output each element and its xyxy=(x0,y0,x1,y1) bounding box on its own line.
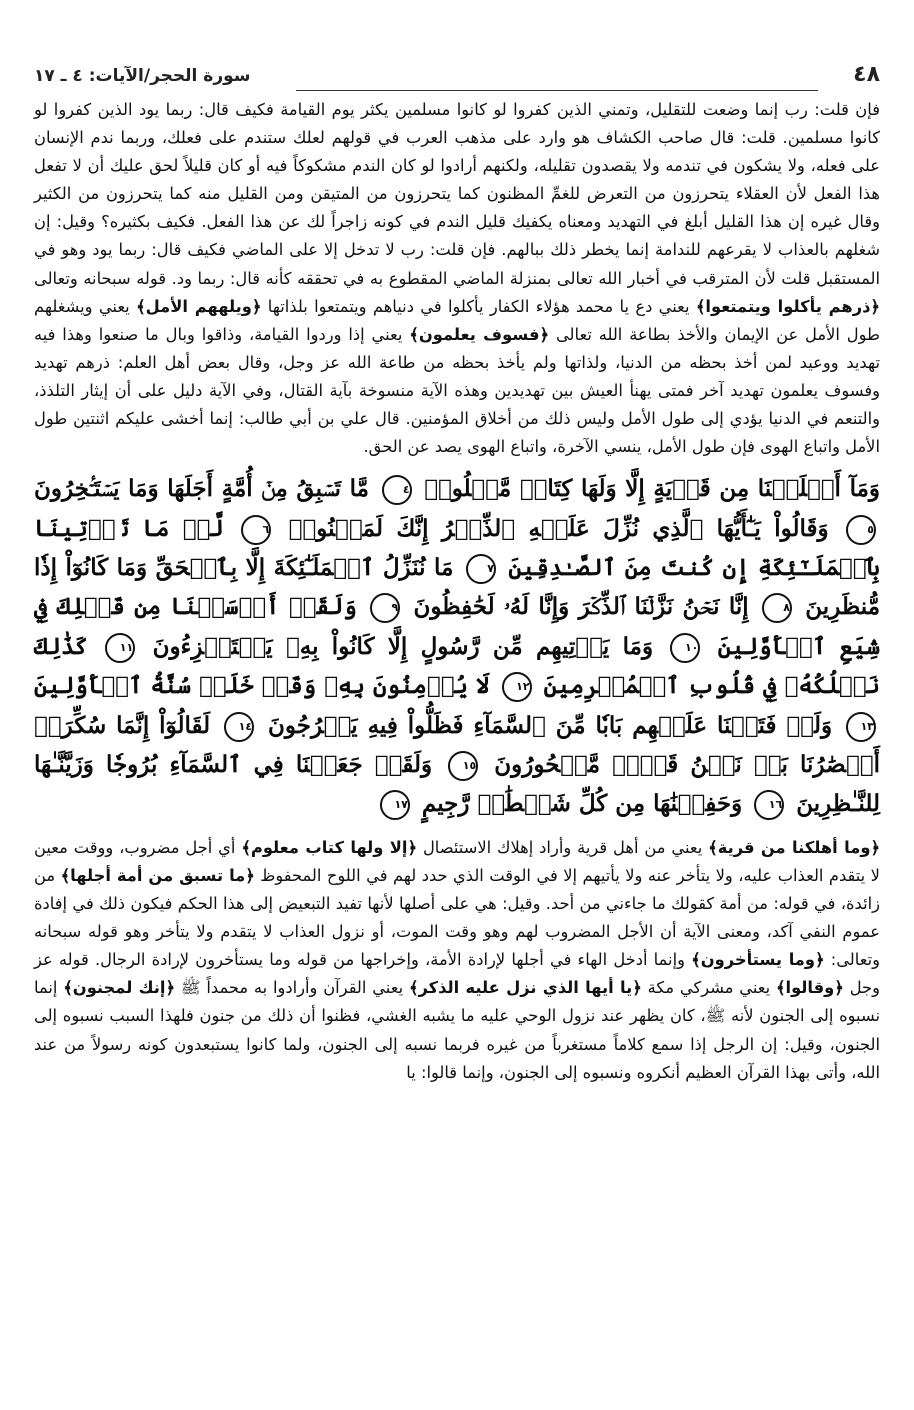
ayah-number-marker: ٤ xyxy=(382,475,412,505)
quoted-verse: ﴿وما يستأخرون﴾ xyxy=(691,950,825,970)
tafsir-text: يعني إذا وردوا القيامة، وذاقوا وبال ما صنعوا وهذا فيه تهديد ووعيد لمن أخذ بحظه من الدنيا، ولذاتها ولم يأخذ بحظه من طاعة الله عز وجل، وقال بعض أهل العلم: ذرهم تهديد وفسوف يعلمون تهديد آخر فمتى يهنأ العيش بين تهديدين وهذه الآية منسوخة بآية القتال، وفي الآية دليل على أن إيثار التلذذ، والتنعم في الدنيا يؤدي إلى طول الأمل وليس ذلك من أخلاق المؤمنين. قال علي بن أبي طالب: إنما أخشى عليكم اثنتين طول الأمل واتباع الهوى فإن طول الأمل، ينسي الآخرة، واتباع الهوى يصد عن الحق. xyxy=(34,324,880,457)
tafsir-text: يعني القرآن وأرادوا به محمداً ﷺ xyxy=(180,978,404,998)
ayah-number-marker: ١٥ xyxy=(448,751,478,781)
quoted-verse: ﴿إنك لمجنون﴾ xyxy=(63,978,176,998)
ayah-number-marker: ١٦ xyxy=(754,790,784,820)
ayah-number-marker: ١٢ xyxy=(502,672,532,702)
ayah-text: وَمَا يَأۡتِيهِم مِّن رَّسُولٍ إِلَّا كَانُواْ بِهِۦ يَسۡتَهۡزِءُونَ xyxy=(152,632,654,660)
ayah-number-marker: ٨ xyxy=(762,593,792,623)
quoted-verse: ﴿وقالوا﴾ xyxy=(775,978,844,998)
tafsir-text: يعني من أهل قرية وأراد إهلاك الاستئصال xyxy=(422,837,703,857)
ayah-text: وَقَالُواْ يَـٰٓأَيُّهَا ٱلَّذِي نُزِّلَ عَلَيۡهِ ٱلذِّكۡرُ إِنَّكَ لَمَجۡنُونٞ xyxy=(288,514,829,542)
tafsir-text: وإنما أدخل الهاء في أجلها لإرادة الأمة، وإخراجها من قوله وما يستأخرون لإرادة الرجال. قوله عز وجل xyxy=(34,950,880,998)
ayah-number-marker: ١٧ xyxy=(380,790,410,820)
page-number: ٤٨ xyxy=(853,62,880,87)
ayah-number-marker: ١١ xyxy=(105,633,135,663)
ayah-text: مَا نُنَزِّلُ ٱلۡمَلَـٰٓئِكَةَ إِلَّا بِٱلۡحَقِّ وَمَا كَانُوٓاْ إِذٗا مُّنظَرِينَ xyxy=(34,554,881,621)
quoted-verse: ﴿فسوف يعلمون﴾ xyxy=(409,324,550,344)
ayah-text: إِنَّا نَحۡنُ نَزَّلۡنَا ٱلذِّكۡرَ وَإِنَّا لَهُۥ لَحَٰفِظُونَ xyxy=(413,593,749,621)
ayah-number-marker: ٧ xyxy=(466,554,496,584)
ayah-text: وَلَوۡ فَتَحۡنَا عَلَيۡهِم بَابٗا مِّنَ ٱلسَّمَآءِ فَظَلُّواْ فِيهِ يَعۡرُجُونَ xyxy=(267,711,833,739)
ayah-text: وَلَقَدۡ جَعَلۡنَا فِي ٱلسَّمَآءِ بُرُوجٗا وَزَيَّنَّـٰهَا لِلنَّـٰظِرِينَ xyxy=(34,751,880,818)
header-rule xyxy=(296,90,818,91)
surah-title: سورة الحجر/الآيات: ٤ ـ ١٧ xyxy=(34,66,251,86)
ayah-text: لَا يُؤۡمِنُونَ بِهِۦ وَقَدۡ خَلَتۡ سُنَّةُ ٱلۡأَوَّلِينَ xyxy=(34,672,490,700)
ayah-text: وَحَفِظۡنَٰهَا مِن كُلِّ شَيۡطَٰنٖ رَّجِيمٍ xyxy=(421,790,743,818)
tafsir-text: يعني مشركي مكة xyxy=(647,978,771,998)
ayah-number-marker: ٥ xyxy=(846,515,876,545)
ayah-number-marker: ٦ xyxy=(241,515,271,545)
tafsir-text: يعني ويشغلهم طول الأمل عن الإيمان والأخذ بطاعة الله تعالى xyxy=(34,296,880,344)
tafsir-paragraph-top xyxy=(34,96,880,461)
tafsir-text: أي أجل مضروب، ووقت معين لا يتقدم العذاب عليه، ولا يتأخر عنه ولا يأتيهم إلا في الوقت الذي حدد لهم في اللوح المحفوظ xyxy=(34,837,880,885)
tafsir-paragraph-bottom xyxy=(34,834,880,1087)
quoted-verse: ﴿يا أيها الذي نزل عليه الذكر﴾ xyxy=(408,978,642,998)
tafsir-text: إنما نسبوه إلى الجنون لأنه ﷺ، كان يظهر عند نزول الوحي عليه ما يشبه الغشي، فظنوا أن ذلك من جنون فلهذا السبب نسبوه إلى الجنون، وقيل: إن الرجل إذا سمع كلاماً مستغرباً من غيره فربما نسبه إلى الجنون، ولما كانوا يستبعدون كونه رسولاً من عند الله، وأتى بهذا القرآن العظيم أنكروه ونسبوه إلى الجنون، وإنما قالوا: يا xyxy=(34,978,880,1082)
quoted-verse: ﴿ويلههم الأمل﴾ xyxy=(136,296,262,316)
ayah-number-marker: ١٠ xyxy=(670,633,700,663)
quoted-verse: ﴿ذرهم يأكلوا ويتمتعوا﴾ xyxy=(695,296,880,316)
ayah-text: كَذَٰلِكَ نَسۡلُكُهُۥ فِي قُلُوبِ ٱلۡمُجۡرِمِينَ xyxy=(34,632,880,700)
ayah-number-marker: ١٣ xyxy=(846,712,876,742)
quoted-verse: ﴿ما تسبق من أمة أجلها﴾ xyxy=(60,865,255,885)
quoted-verse: ﴿وما أهلكنا من قرية﴾ xyxy=(708,837,880,857)
tafsir-text: يعني دع يا محمد هؤلاء الكفار يأكلوا في دنياهم ويتمتعوا بلذاتها xyxy=(267,296,690,316)
page xyxy=(34,62,880,1087)
quoted-verse: ﴿إلا ولها كتاب معلوم﴾ xyxy=(241,837,418,857)
ayah-text: لَقَالُوٓاْ إِنَّمَا سُكِّرَتۡ أَبۡصَٰرُنَا بَلۡ نَحۡنُ قَوۡمٞ مَّسۡحُورُونَ xyxy=(34,711,880,779)
running-header xyxy=(34,62,880,96)
ayah-number-marker: ١٤ xyxy=(224,712,254,742)
ayah-text: وَمَآ أَهۡلَكۡنَا مِن قَرۡيَةٍ إِلَّا وَلَهَا كِتَابٞ مَّعۡلُومٞ xyxy=(424,475,880,503)
ayah-number-marker: ٩ xyxy=(370,593,400,623)
quran-verses xyxy=(34,469,880,824)
ayah-text: لَّوۡ مَا تَأۡتِينَا بِٱلۡمَلَـٰٓئِكَةِ إِن كُنتَ مِنَ ٱلصَّـٰدِقِينَ xyxy=(34,514,880,582)
ayah-text: وَلَقَدۡ أَرۡسَلۡنَا مِن قَبۡلِكَ فِي شِيَعِ ٱلۡأَوَّلِينَ xyxy=(34,593,880,660)
tafsir-text: من زائدة، في قوله: من أمة كقولك ما جاءني من أحد. وقيل: هي على أصلها لأنها تفيد التبعيض إلى هذا الحكم فيكون ذلك في إفادة عموم النفي آكد، ومعنى الآية أن الأجل المضروب لهم وهو وقت الموت، أو نزول العذاب لا يتقدم ولا يتأخر وهو قوله سبحانه وتعالى: xyxy=(34,865,880,970)
tafsir-text: فإن قلت: رب إنما وضعت للتقليل، وتمني الذين كفروا لو كانوا مسلمين يكثر يوم القيامة فكيف قال: ربما يود الذين كفروا لو كانوا مسلمين. قلت: قال صاحب الكشاف هو وارد على مذهب العرب في قولهم لعلك ستندم على فعلك، وربما ندم الإنسان على فعله، ولا يشكون في تندمه ولا يقصدون تقليله، ولكنهم أرادوا لو كان الندم مشكوكاً فيه أو كان قليلاً لحق عليك أن لا تفعل هذا الفعل لأن العقلاء يتحرزون من التعرض للغمِّ المظنون كما يتحرزون من المتيقن ومن القليل منه كما يتحرزون من الكثير وقال غيره إن هذا القليل أبلغ في التهديد ومعناه يكفيك قليل الندم في كونه زاجراً لك عن هذا الفعل. فكيف بكثيره؟ وقيل: إن شغلهم بالعذاب لا يقرعهم للندامة إنما يخطر ذلك ببالهم. فإن قلت: رب لا تدخل إلا على الماضي فكيف قال: ربما يود وهو في المستقبل قلت لأن المترقب في أخبار الله تعالى بمنزلة الماضي المقطوع به في تحققه كأنه قال: ربما ود. قوله سبحانه وتعالى xyxy=(34,100,880,288)
ayah-text: مَّا تَسۡبِقُ مِنۡ أُمَّةٍ أَجَلَهَا وَمَا يَسۡتَـٔۡخِرُونَ xyxy=(34,475,369,503)
